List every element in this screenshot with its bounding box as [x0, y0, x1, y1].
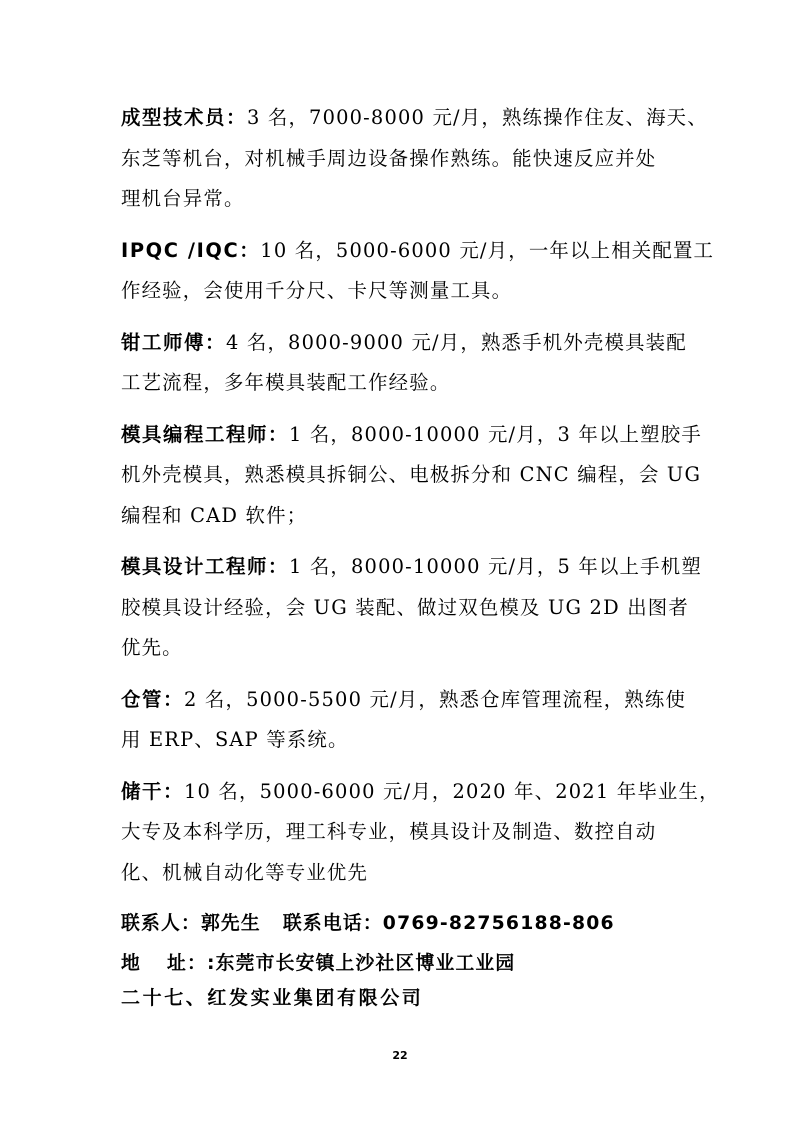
job-line — [121, 415, 702, 456]
job-entry-mold-design-engineer — [121, 547, 702, 669]
address-label-part2: 址： — [166, 953, 207, 974]
address-label-part1: 地 — [121, 953, 141, 974]
contact-phone-label: 联系电话： — [282, 913, 383, 934]
contact-line — [121, 904, 681, 944]
job-entry-warehouse-keeper — [121, 680, 687, 761]
job-entry-fitter — [121, 323, 687, 404]
job-detail: 10 名，5000-6000 元/月，2020 年、2021 年毕业生， — [183, 779, 720, 803]
job-line: 大专及本科学历，理工科专业，模具设计及制造、数控自动 — [121, 820, 657, 843]
job-title: 储干： — [121, 779, 184, 803]
job-line — [121, 680, 687, 721]
job-line: 东芝等机台，对机械手周边设备操作熟练。能快速反应并处 — [121, 146, 657, 170]
address-line — [121, 944, 681, 984]
job-detail: 10 名，5000-6000 元/月，一年以上相关配置工 — [260, 238, 715, 262]
job-detail: 2 名，5000-5500 元/月，熟悉仓库管理流程，熟练使 — [183, 687, 687, 711]
job-detail: 4 名，8000-9000 元/月，熟悉手机外壳模具装配 — [225, 330, 687, 354]
job-title: 模具设计工程师： — [121, 555, 289, 578]
job-entry-management-trainee — [121, 772, 720, 894]
job-line: 工艺流程，多年模具装配工作经验。 — [121, 371, 451, 394]
job-detail: 1 名，8000-10000 元/月，3 年以上塑胶手 — [288, 422, 702, 446]
job-listing-content — [121, 98, 720, 984]
job-line: 优先。 — [121, 636, 183, 659]
job-line — [121, 98, 708, 139]
job-line: 化、机械自动化等专业优先 — [121, 860, 369, 884]
page-number: 22 — [392, 1049, 408, 1062]
job-entry-ipqc-iqc — [121, 231, 715, 312]
job-line: 理机台异常。 — [121, 187, 245, 210]
job-entry-molding-technician — [121, 98, 708, 220]
job-line: 编程和 CAD 软件； — [121, 503, 308, 527]
contact-phone: 0769-82756188-806 — [382, 913, 615, 934]
job-entry-mold-programming-engineer — [121, 415, 702, 537]
job-title: 仓管： — [121, 687, 184, 711]
job-title: 钳工师傅： — [121, 330, 226, 354]
job-title: 模具编程工程师： — [121, 422, 289, 446]
job-line — [121, 231, 715, 272]
job-line — [121, 547, 702, 588]
job-detail: 3 名，7000-8000 元/月，熟练操作住友、海天、 — [246, 106, 708, 129]
job-detail: 1 名，8000-10000 元/月，5 年以上手机塑 — [288, 555, 702, 578]
job-line: 胶模具设计经验，会 UG 装配、做过双色模及 UG 2D 出图者 — [121, 595, 689, 619]
job-line: 机外壳模具，熟悉模具拆铜公、电极拆分和 CNC 编程，会 UG — [121, 463, 702, 486]
job-title: IPQC /IQC： — [121, 238, 261, 262]
contact-person-label: 联系人： — [121, 913, 201, 934]
job-title: 成型技术员： — [121, 106, 247, 129]
job-line: 用 ERP、SAP 等系统。 — [121, 728, 349, 751]
address-value: :东莞市长安镇上沙社区博业工业园 — [206, 953, 516, 974]
job-line: 作经验，会使用千分尺、卡尺等测量工具。 — [121, 279, 513, 302]
job-line — [121, 323, 687, 364]
contact-person: 郭先生 — [200, 913, 261, 934]
section-heading: 二十七、红发实业集团有限公司 — [121, 987, 424, 1009]
job-line — [121, 772, 720, 813]
